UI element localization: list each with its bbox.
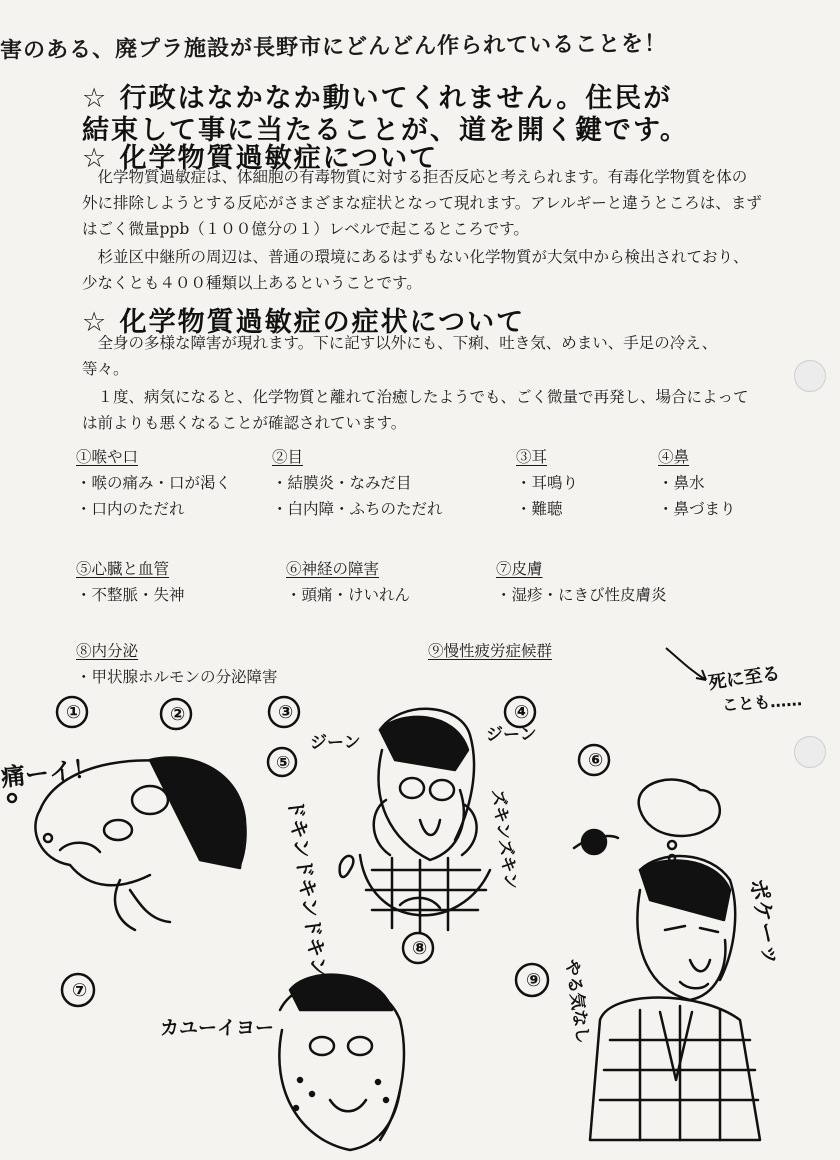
annotation-death-line2: ことも…… (721, 690, 803, 715)
symptom-skin (496, 556, 667, 608)
sfx-jiin-right: ジーン (486, 725, 537, 745)
banner-line-2: 結束して事に当たることが、道を開く鍵です。 (82, 115, 689, 146)
sfx-dokin: ドキンドキンドキン (283, 797, 332, 979)
symptom-title: ⑤心臓と血管 (76, 560, 170, 578)
symptom-throat (76, 444, 231, 522)
symptom-ears (516, 444, 578, 522)
symptom-title: ⑦皮膚 (496, 560, 543, 578)
paragraph-suginami: 杉並区中継所の周辺は、普通の環境にあるはずもない化学物質が大気中から検出されており、少なくとも４００種類以上あるということです。 (82, 248, 749, 292)
illus-number-9: ⑨ (526, 970, 542, 991)
paragraph-symptoms-intro: 全身の多様な障害が現れます。下に記す以外にも、下痢、吐き気、めまい、手足の冷え、等々。 (82, 334, 718, 378)
sfx-jiin-left: ジーン (310, 733, 361, 753)
section-heading-sensitivity: ☆ 化学物質過敏症について (82, 143, 439, 174)
character-headache (340, 709, 490, 932)
paragraph-relapse: １度、病気になると、化学物質と離れて治癒したようでも、ごく微量で再発し、場合によっては前よりも悪くなることが確認されています。 (82, 388, 749, 432)
symptom-row-2 (76, 556, 776, 616)
sfx-yaruki: やる気なし (561, 957, 593, 1045)
symptom-title: ①喉や口 (76, 448, 139, 466)
character-fatigue (574, 780, 760, 1140)
symptom-item: ・白内障・ふちのただれ (272, 500, 443, 518)
illus-number-7: ⑦ (72, 980, 88, 1001)
annotation-death-line1: 死に至る (707, 663, 782, 694)
sfx-itchy: カユーイヨー (160, 1017, 275, 1039)
illus-number-2: ② (170, 704, 186, 725)
paragraph-definition: 化学物質過敏症は、体細胞の有毒物質に対する拒否反応と考えられます。有毒化学物質を体の外に排除しようとする反応がさまざまな症状となって現れます。アレルギーと違うところは、まずはごく微量ppb（１００億分の１）レベルで起こるところです。 (82, 168, 762, 238)
page-header: 害のある、廃プラ施設が長野市にどんどん作られていることを！ (0, 31, 668, 64)
illus-number-6: ⑥ (588, 750, 604, 771)
illus-number-1: ① (66, 702, 82, 723)
symptom-heart (76, 556, 185, 608)
illus-number-5: ⑤ (276, 753, 291, 773)
symptom-fatigue (428, 638, 552, 664)
symptom-title: ⑥神経の障害 (286, 560, 380, 578)
symptom-eyes (272, 444, 443, 522)
illus-number-3: ③ (278, 702, 294, 723)
cartoon-illustration (0, 690, 840, 1160)
symptom-title: ⑧内分泌 (76, 642, 139, 660)
symptom-title: ⑨慢性疲労症候群 (428, 642, 553, 660)
section-heading-symptoms: ☆ 化学物質過敏症の症状について (82, 307, 526, 338)
symptom-nose (658, 444, 736, 522)
symptom-endocrine (76, 638, 278, 690)
sfx-pain: 痛ーイ！ (0, 754, 99, 792)
symptom-item: ・頭痛・けいれん (286, 586, 411, 604)
symptom-row-1 (76, 444, 776, 534)
symptom-item: ・鼻水 (658, 474, 705, 492)
symptom-item: ・不整脈・失神 (76, 586, 185, 604)
symptom-title: ②目 (272, 448, 304, 466)
symptom-item: ・喉の痛み・口が渇く (76, 474, 232, 492)
symptom-item: ・口内のただれ (76, 500, 185, 518)
symptom-item: ・甲状腺ホルモンの分泌障害 (76, 668, 278, 686)
symptom-item: ・湿疹・にきび性皮膚炎 (496, 586, 667, 604)
symptom-title: ③耳 (516, 448, 548, 466)
symptom-title: ④鼻 (658, 448, 690, 466)
sfx-zukin: ズキンズキン (487, 787, 521, 891)
symptom-nerves (286, 556, 410, 608)
symptom-item: ・難聴 (516, 500, 563, 518)
sfx-pokeh: ポケーッ (744, 876, 784, 968)
binder-hole-top (794, 360, 826, 392)
illus-number-4: ④ (514, 702, 530, 723)
symptom-item: ・耳鳴り (516, 474, 579, 492)
banner-line-1: ☆ 行政はなかなか動いてくれません。住民が (82, 83, 673, 114)
symptom-item: ・結膜炎・なみだ目 (272, 474, 412, 492)
symptom-item: ・鼻づまり (658, 500, 736, 518)
illus-number-8: ⑧ (412, 938, 428, 959)
character-skin (279, 975, 404, 1150)
